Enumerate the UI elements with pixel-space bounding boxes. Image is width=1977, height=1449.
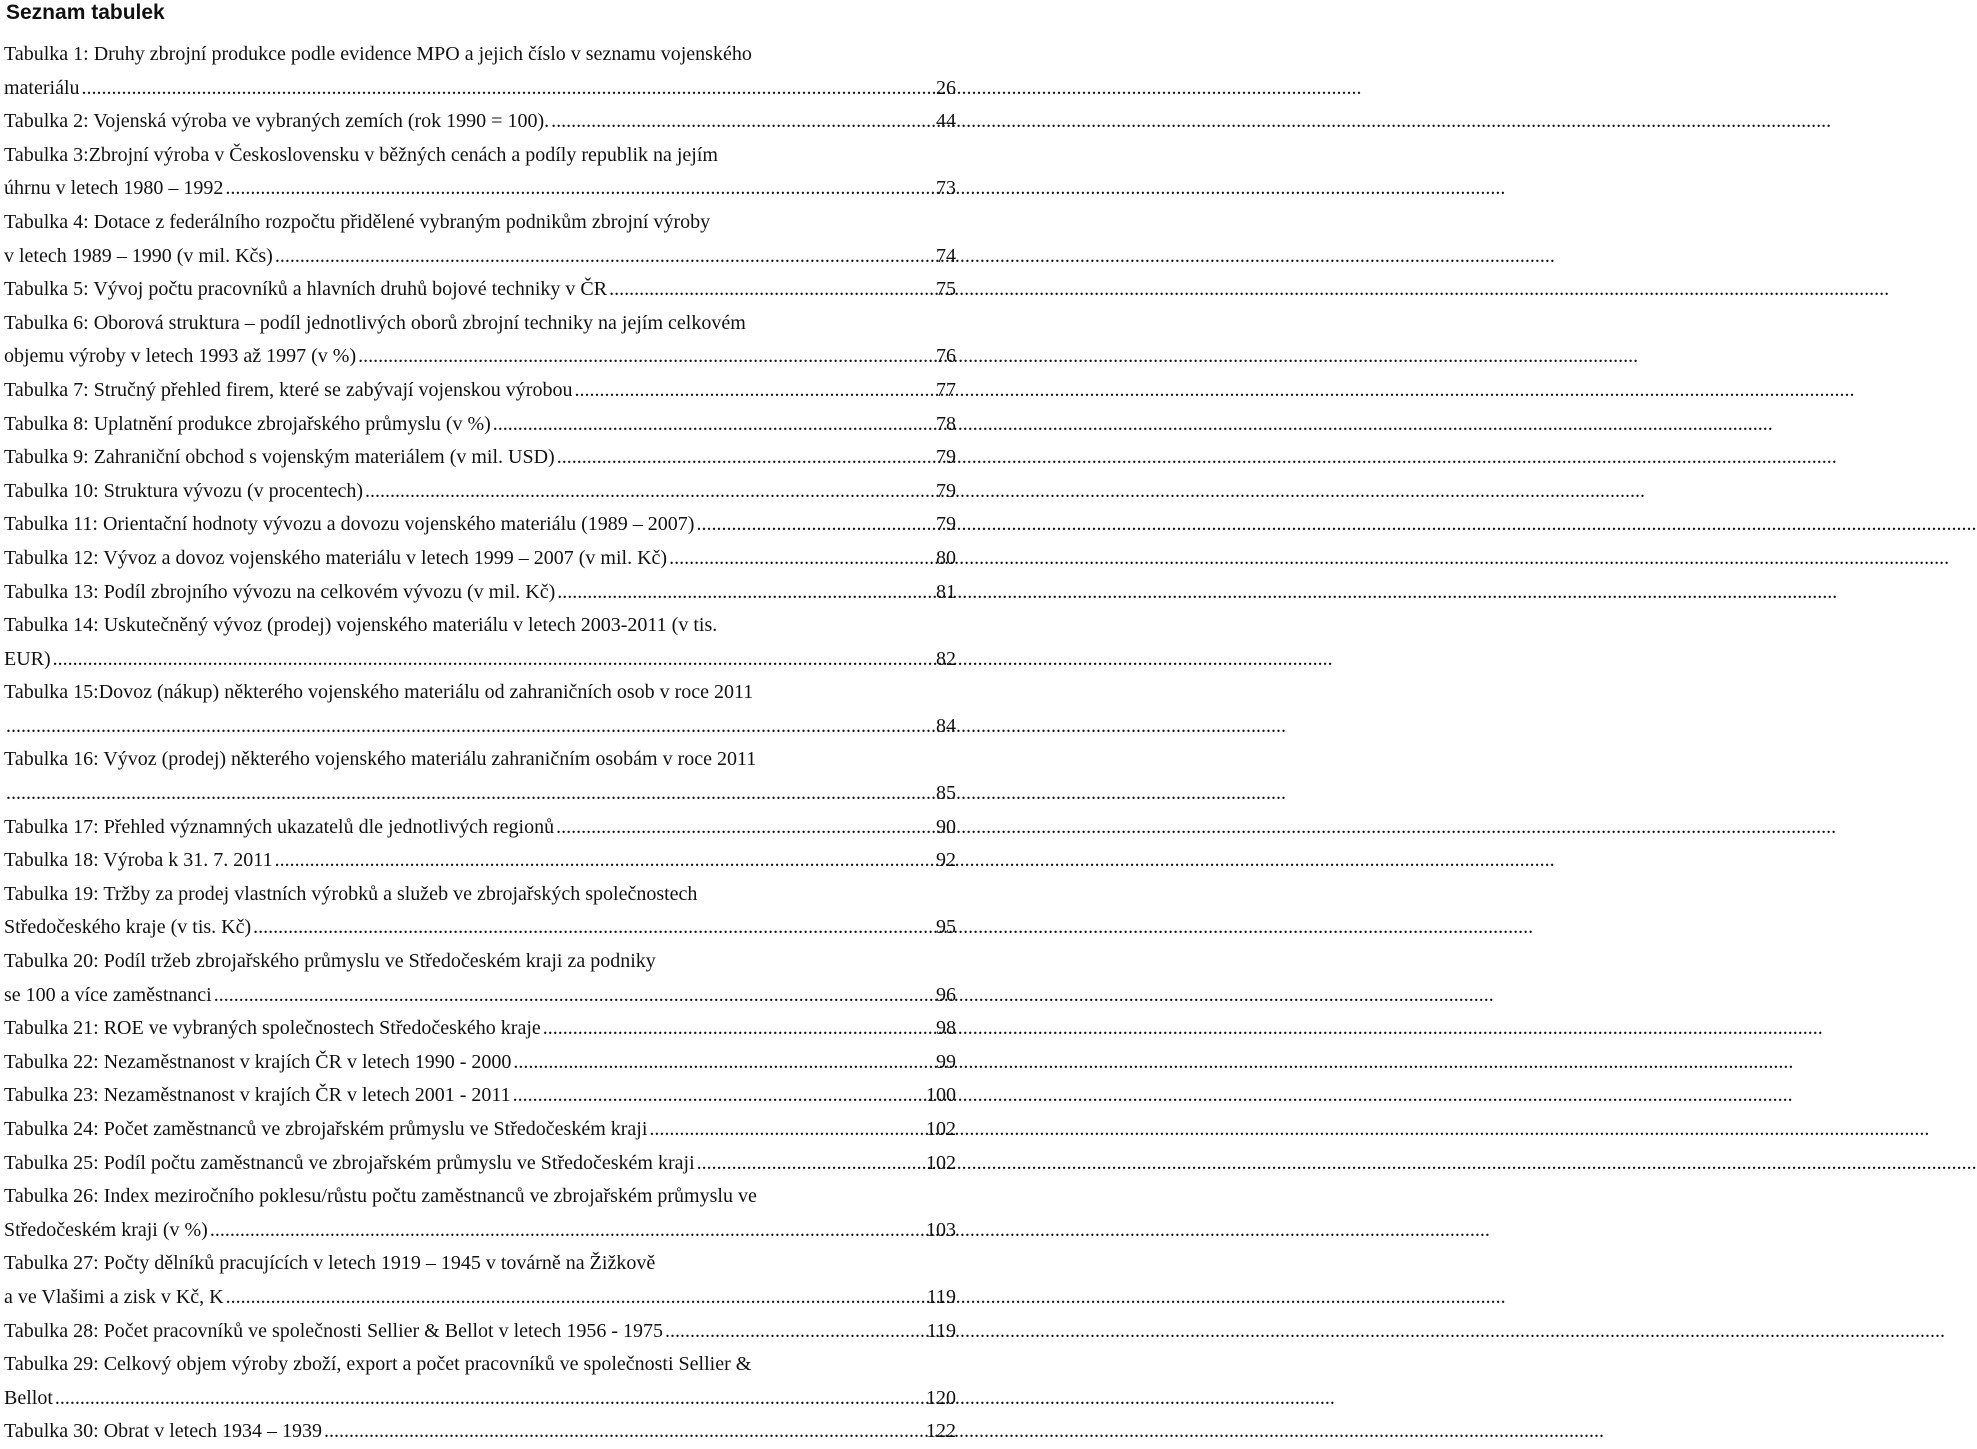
toc-entry-text: objemu výroby v letech 1993 až 1997 (v %) [4,345,357,368]
toc-entry[interactable] [4,508,956,542]
dot-leader [557,576,934,610]
toc-page-number: 76 [936,345,956,368]
dot-leader [649,1113,924,1147]
toc-page-number: 79 [936,513,956,536]
toc-entry-text: Tabulka 17: Přehled významných ukazatelů dle jednotlivých regionů [4,815,555,838]
toc-entry[interactable] [4,475,956,509]
dot-leader [556,811,934,845]
toc-entry[interactable] [4,1415,956,1449]
toc-entry[interactable] [4,38,956,105]
toc-page-number: 92 [936,849,956,872]
toc-entry-text: Tabulka 9: Zahraniční obchod s vojenským materiálem (v mil. USD) [4,446,555,469]
toc-line [4,1147,956,1181]
dot-leader [6,777,934,811]
dot-leader [253,911,934,945]
dot-leader [513,1046,934,1080]
toc-entry-text: Tabulka 14: Uskutečněný vývoz (prodej) vojenského materiálu v letech 2003-2011 (v tis. [4,614,718,637]
toc-line [4,979,956,1013]
toc-entry-text: Tabulka 18: Výroba k 31. 7. 2011 [4,849,273,872]
toc-page-number: 74 [936,244,956,267]
dot-leader [53,643,934,677]
toc-entry-text: Tabulka 22: Nezaměstnanost v krajích ČR v letech 1990 - 2000 [4,1050,512,1073]
toc-entry[interactable] [4,1012,956,1046]
dot-leader [324,1415,924,1449]
toc-line [4,777,956,811]
toc-entry[interactable] [4,105,956,139]
toc-line [4,911,956,945]
toc-page-number: 119 [926,1285,956,1308]
toc-entry-text: Tabulka 8: Uplatnění produkce zbrojařského průmyslu (v %) [4,412,491,435]
toc-entry[interactable] [4,1180,956,1247]
dot-leader [697,1147,924,1181]
toc-entry-text: Tabulka 11: Orientační hodnoty vývozu a dovozu vojenského materiálu (1989 – 2007) [4,513,695,536]
toc-line [4,206,956,240]
toc-entry[interactable] [4,609,956,676]
toc-entry-text: Tabulka 1: Druhy zbrojní produkce podle evidence MPO a jejich číslo v seznamu vojenského [4,43,752,65]
toc-page-number: 99 [936,1050,956,1073]
toc-entry-text: Tabulka 23: Nezaměstnanost v krajích ČR v letech 2001 - 2011 [4,1084,511,1107]
toc-entry[interactable] [4,1079,956,1113]
toc-page-number: 84 [936,714,956,737]
dot-leader [665,1315,925,1349]
toc-page-number: 102 [926,1151,956,1174]
toc-entry[interactable] [4,945,956,1012]
toc-line [4,542,956,576]
toc-page-number: 44 [936,110,956,133]
dot-leader [557,441,934,475]
toc-line [4,811,956,845]
toc-page-number: 26 [936,76,956,99]
toc-entry-text: Tabulka 28: Počet pracovníků ve společnosti Sellier & Bellot v letech 1956 - 1975 [4,1319,664,1342]
dot-leader [696,508,934,542]
toc-entry-text: EUR) [4,647,51,670]
toc-entry-text: Tabulka 5: Vývoj počtu pracovníků a hlavních druhů bojové techniky v ČR [4,278,608,301]
toc-entry[interactable] [4,878,956,945]
toc-entry-text: se 100 a více zaměstnanci [4,983,212,1006]
toc-line [4,72,956,106]
toc-entry[interactable] [4,1315,956,1349]
toc-line [4,643,956,677]
toc-entry[interactable] [4,139,956,206]
dot-leader [365,475,934,509]
toc-line [4,408,956,442]
toc-entry[interactable] [4,1247,956,1314]
toc-line [4,139,956,173]
toc-page-number: 95 [936,916,956,939]
toc-entry-text: Tabulka 6: Oborová struktura – podíl jednotlivých oborů zbrojní techniky na jejím celkovém [4,311,746,334]
toc-page-number: 90 [936,815,956,838]
toc-entry[interactable] [4,1147,956,1181]
toc-entry-text: Tabulka 4: Dotace z federálního rozpočtu přidělené vybraným podnikům zbrojní výroby [4,210,711,233]
toc-page-number: 98 [936,1017,956,1040]
toc-line [4,743,956,777]
toc-entry-text: materiálu [4,76,80,99]
toc-entry-text: Tabulka 15:Dovoz (nákup) některého vojenského materiálu od zahraničních osob v roce 2011 [4,681,754,704]
toc-line [4,1315,956,1349]
dot-leader [225,172,934,206]
toc-line [4,38,956,72]
toc-entry[interactable] [4,676,956,743]
dot-leader [214,979,934,1013]
toc-entry[interactable] [4,542,956,576]
toc-entry-text: Tabulka 30: Obrat v letech 1934 – 1939 [4,1420,322,1443]
toc-page-number: 96 [936,983,956,1006]
toc-entry-text: Tabulka 3:Zbrojní výroba v Československu v běžných cenách a podíly republik na jejím [4,143,718,166]
toc-page-number: 122 [926,1420,956,1443]
dot-leader [275,844,934,878]
toc-page-number: 75 [936,278,956,301]
toc-entry-text: Tabulka 24: Počet zaměstnanců ve zbrojařském průmyslu ve Středočeském kraji [4,1118,648,1140]
toc-page-number: 81 [936,580,956,603]
toc-entry-text: Tabulka 19: Tržby za prodej vlastních výrobků a služeb ve zbrojařských společnostech [4,882,698,905]
toc-page-number: 82 [936,647,956,670]
toc-page-number: 78 [936,412,956,435]
toc-page-number: 77 [936,378,956,401]
toc-entry-text: Středočeském kraji (v %) [4,1218,208,1241]
toc-entry[interactable] [4,1348,956,1415]
dot-leader [210,1214,924,1248]
dot-leader [275,240,934,274]
dot-leader [551,105,934,139]
toc-entry-text: Tabulka 29: Celkový objem výroby zboží, export a počet pracovníků ve společnosti Sellier & [4,1353,752,1376]
toc-line [4,441,956,475]
table-of-contents [4,38,956,1449]
toc-entry[interactable] [4,811,956,845]
toc-line [4,1180,956,1214]
toc-entry[interactable] [4,1113,956,1147]
toc-line [4,240,956,274]
toc-line [4,710,956,744]
dot-leader [513,1079,924,1113]
toc-entry-text: úhrnu v letech 1980 – 1992 [4,177,224,200]
toc-line [4,1281,956,1315]
dot-leader [82,72,934,106]
toc-entry-text: Bellot [4,1386,53,1409]
toc-line [4,1113,956,1147]
toc-entry-text: Tabulka 12: Vývoz a dovoz vojenského materiálu v letech 1999 – 2007 (v mil. Kč) [4,546,668,569]
toc-page-number: 85 [936,782,956,805]
toc-line [4,844,956,878]
toc-line [4,1079,956,1113]
toc-line [4,609,956,643]
dot-leader [55,1382,924,1416]
toc-line [4,1382,956,1416]
dot-leader [6,710,934,744]
toc-entry-text: Tabulka 10: Struktura vývozu (v procentech) [4,479,364,502]
toc-line [4,374,956,408]
document-page [0,0,960,1443]
toc-entry[interactable] [4,374,956,408]
toc-page-number: 79 [936,479,956,502]
toc-line [4,475,956,509]
toc-line [4,1046,956,1080]
toc-line [4,1012,956,1046]
dot-leader [609,273,934,307]
toc-line [4,1214,956,1248]
toc-entry-text: Tabulka 26: Index meziročního poklesu/růstu počtu zaměstnanců ve zbrojařském průmyslu ve [4,1185,757,1208]
toc-line [4,273,956,307]
toc-entry-text: v letech 1989 – 1990 (v mil. Kčs) [4,244,273,267]
toc-entry-text: Tabulka 27: Počty dělníků pracujících v letech 1919 – 1945 v továrně na Žižkově [4,1252,656,1275]
dot-leader [574,374,934,408]
toc-entry[interactable] [4,273,956,307]
toc-entry[interactable] [4,206,956,273]
toc-entry-text: Tabulka 25: Podíl počtu zaměstnanců ve zbrojařském průmyslu ve Středočeském kraji [4,1151,695,1174]
toc-line [4,1348,956,1382]
dot-leader [358,340,934,374]
toc-entry-text: Středočeského kraje (v tis. Kč) [4,916,252,939]
toc-entry-text: Tabulka 16: Vývoz (prodej) některého vojenského materiálu zahraničním osobám v roce 2011 [4,748,757,771]
page-title: Seznam tabulek [6,1,165,24]
toc-line [4,945,956,979]
toc-line [4,340,956,374]
dot-leader [543,1012,934,1046]
toc-page-number: 79 [936,446,956,469]
toc-line [4,105,956,139]
toc-line [4,307,956,341]
toc-line [4,172,956,206]
toc-entry-text: Tabulka 20: Podíl tržeb zbrojařského průmyslu ve Středočeském kraji za podniky [4,950,656,973]
toc-entry[interactable] [4,307,956,374]
toc-entry-text: Tabulka 7: Stručný přehled firem, které se zabývají vojenskou výrobou [4,378,573,401]
toc-entry[interactable] [4,441,956,475]
toc-entry[interactable] [4,576,956,610]
toc-line [4,576,956,610]
toc-line [4,508,956,542]
toc-page-number: 73 [936,177,956,200]
toc-line [4,1415,956,1449]
dot-leader [226,1281,925,1315]
toc-entry-text: Tabulka 13: Podíl zbrojního vývozu na celkovém vývozu (v mil. Kč) [4,580,556,603]
toc-line [4,1247,956,1281]
toc-entry-text: Tabulka 21: ROE ve vybraných společnostech Středočeského kraje [4,1017,541,1040]
toc-page-number: 120 [926,1386,956,1409]
toc-entry[interactable] [4,844,956,878]
toc-line [4,878,956,912]
toc-page-number: 103 [926,1218,956,1241]
toc-line [4,676,956,710]
toc-entry-text: a ve Vlašimi a zisk v Kč, K [4,1285,224,1308]
toc-page-number: 80 [936,546,956,569]
dot-leader [493,408,934,442]
toc-page-number: 100 [926,1084,956,1107]
dot-leader [669,542,934,576]
toc-page-number: 102 [926,1118,956,1140]
toc-entry[interactable] [4,743,956,810]
toc-page-number: 119 [926,1319,956,1342]
toc-entry-text: Tabulka 2: Vojenská výroba ve vybraných zemích (rok 1990 = 100). [4,110,550,133]
toc-entry[interactable] [4,1046,956,1080]
toc-entry[interactable] [4,408,956,442]
